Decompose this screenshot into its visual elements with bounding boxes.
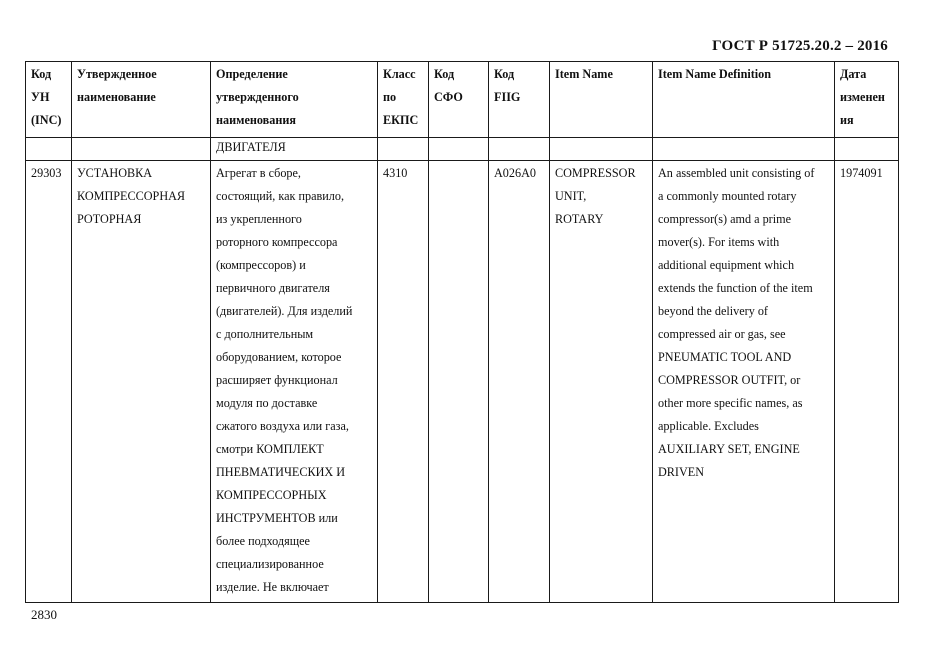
text-line: ROTARY (555, 212, 604, 226)
text-line: модуля по доставке (216, 396, 318, 410)
text-line: (INC) (31, 113, 62, 127)
text-line: более подходящее (216, 534, 310, 548)
text-line: AUXILIARY SET, ENGINE (658, 442, 800, 456)
cell-empty (550, 138, 653, 161)
cell-sfo-code (429, 161, 489, 603)
text-line: (компрессоров) и (216, 258, 306, 272)
cell-ekps-class: 4310 (378, 161, 429, 603)
text-line: Дата (840, 67, 867, 81)
cell-item-name-definition (653, 161, 835, 603)
cell-empty (653, 138, 835, 161)
text-line: утвержденного (216, 90, 299, 104)
cell-empty (489, 138, 550, 161)
text-line: УН (31, 90, 50, 104)
cell-fiig-code: A026A0 (489, 161, 550, 603)
text-line: applicable. Excludes (658, 419, 759, 433)
table-header-row (26, 62, 899, 138)
text-line: роторного компрессора (216, 235, 338, 249)
header-fiig-code (489, 62, 550, 138)
cell-empty (72, 138, 211, 161)
text-line: other more specific names, as (658, 396, 803, 410)
text-line: ПНЕВМАТИЧЕСКИХ И (216, 465, 346, 479)
text-line: COMPRESSOR OUTFIT, or (658, 373, 801, 387)
text-line: ЕКПС (383, 113, 419, 127)
text-line: Класс (383, 67, 416, 81)
text-line: сжатого воздуха или газа, (216, 419, 349, 433)
text-line: с дополнительным (216, 327, 314, 341)
text-line: mover(s). For items with (658, 235, 780, 249)
text-line: УСТАНОВКА (77, 166, 153, 180)
cell-approved-name (72, 161, 211, 603)
text-line: Item Name Definition (658, 67, 772, 81)
text-line: Код (31, 67, 52, 81)
text-line: Item Name (555, 67, 613, 81)
text-line: compressor(s) amd a prime (658, 212, 792, 226)
text-line: специализированное (216, 557, 324, 571)
text-line: ДВИГАТЕЛЯ (216, 140, 286, 154)
document-standard-title: ГОСТ Р 51725.20.2 – 2016 (712, 38, 888, 54)
cell-empty (835, 138, 899, 161)
text-line: An assembled unit consisting of (658, 166, 815, 180)
table-row-continuation (26, 138, 899, 161)
cell-approved-definition (211, 161, 378, 603)
header-item-name (550, 62, 653, 138)
text-line: СФО (434, 90, 463, 104)
text-line: РОТОРНАЯ (77, 212, 142, 226)
cell-item-name (550, 161, 653, 603)
text-line: additional equipment which (658, 258, 795, 272)
text-line: изделие. Не включает (216, 580, 329, 594)
text-line: из укрепленного (216, 212, 302, 226)
text-line: FIIG (494, 90, 521, 104)
text-line: DRIVEN (658, 465, 705, 479)
text-line: PNEUMATIC TOOL AND (658, 350, 792, 364)
text-line: ия (840, 113, 854, 127)
header-item-name-definition (653, 62, 835, 138)
text-line: (двигателей). Для изделий (216, 304, 353, 318)
text-line: наименования (216, 113, 296, 127)
text-line: Код (494, 67, 515, 81)
cell-empty (26, 138, 72, 161)
header-approved-definition (211, 62, 378, 138)
text-line: Определение (216, 67, 288, 81)
text-line: Утвержденное (77, 67, 157, 81)
text-line: смотри КОМПЛЕКТ (216, 442, 324, 456)
text-line: Агрегат в сборе, (216, 166, 301, 180)
cell-empty (429, 138, 489, 161)
text-line: extends the function of the item (658, 281, 813, 295)
item-names-table (25, 61, 899, 603)
header-sfo-code (429, 62, 489, 138)
text-line: изменен (840, 90, 885, 104)
text-line: состоящий, как правило, (216, 189, 345, 203)
text-line: первичного двигателя (216, 281, 330, 295)
text-line: beyond the delivery of (658, 304, 768, 318)
table-row (26, 161, 899, 603)
text-line: COMPRESSOR (555, 166, 636, 180)
header-approved-name (72, 62, 211, 138)
cell-empty (378, 138, 429, 161)
text-line: Код (434, 67, 455, 81)
text-line: по (383, 90, 397, 104)
text-line: a commonly mounted rotary (658, 189, 797, 203)
cell-inc-code: 29303 (26, 161, 72, 603)
header-ekps-class (378, 62, 429, 138)
header-inc-code (26, 62, 72, 138)
text-line: оборудованием, которое (216, 350, 342, 364)
text-line: расширяет функционал (216, 373, 338, 387)
text-line: compressed air or gas, see (658, 327, 786, 341)
text-line: UNIT, (555, 189, 587, 203)
text-line: наименование (77, 90, 156, 104)
text-line: ИНСТРУМЕНТОВ или (216, 511, 338, 525)
text-line: КОМПРЕССОРНАЯ (77, 189, 186, 203)
text-line: КОМПРЕССОРНЫХ (216, 488, 327, 502)
cell-change-date: 1974091 (835, 161, 899, 603)
header-change-date (835, 62, 899, 138)
page-number: 2830 (31, 607, 57, 622)
cell-definition-continuation (211, 138, 378, 161)
